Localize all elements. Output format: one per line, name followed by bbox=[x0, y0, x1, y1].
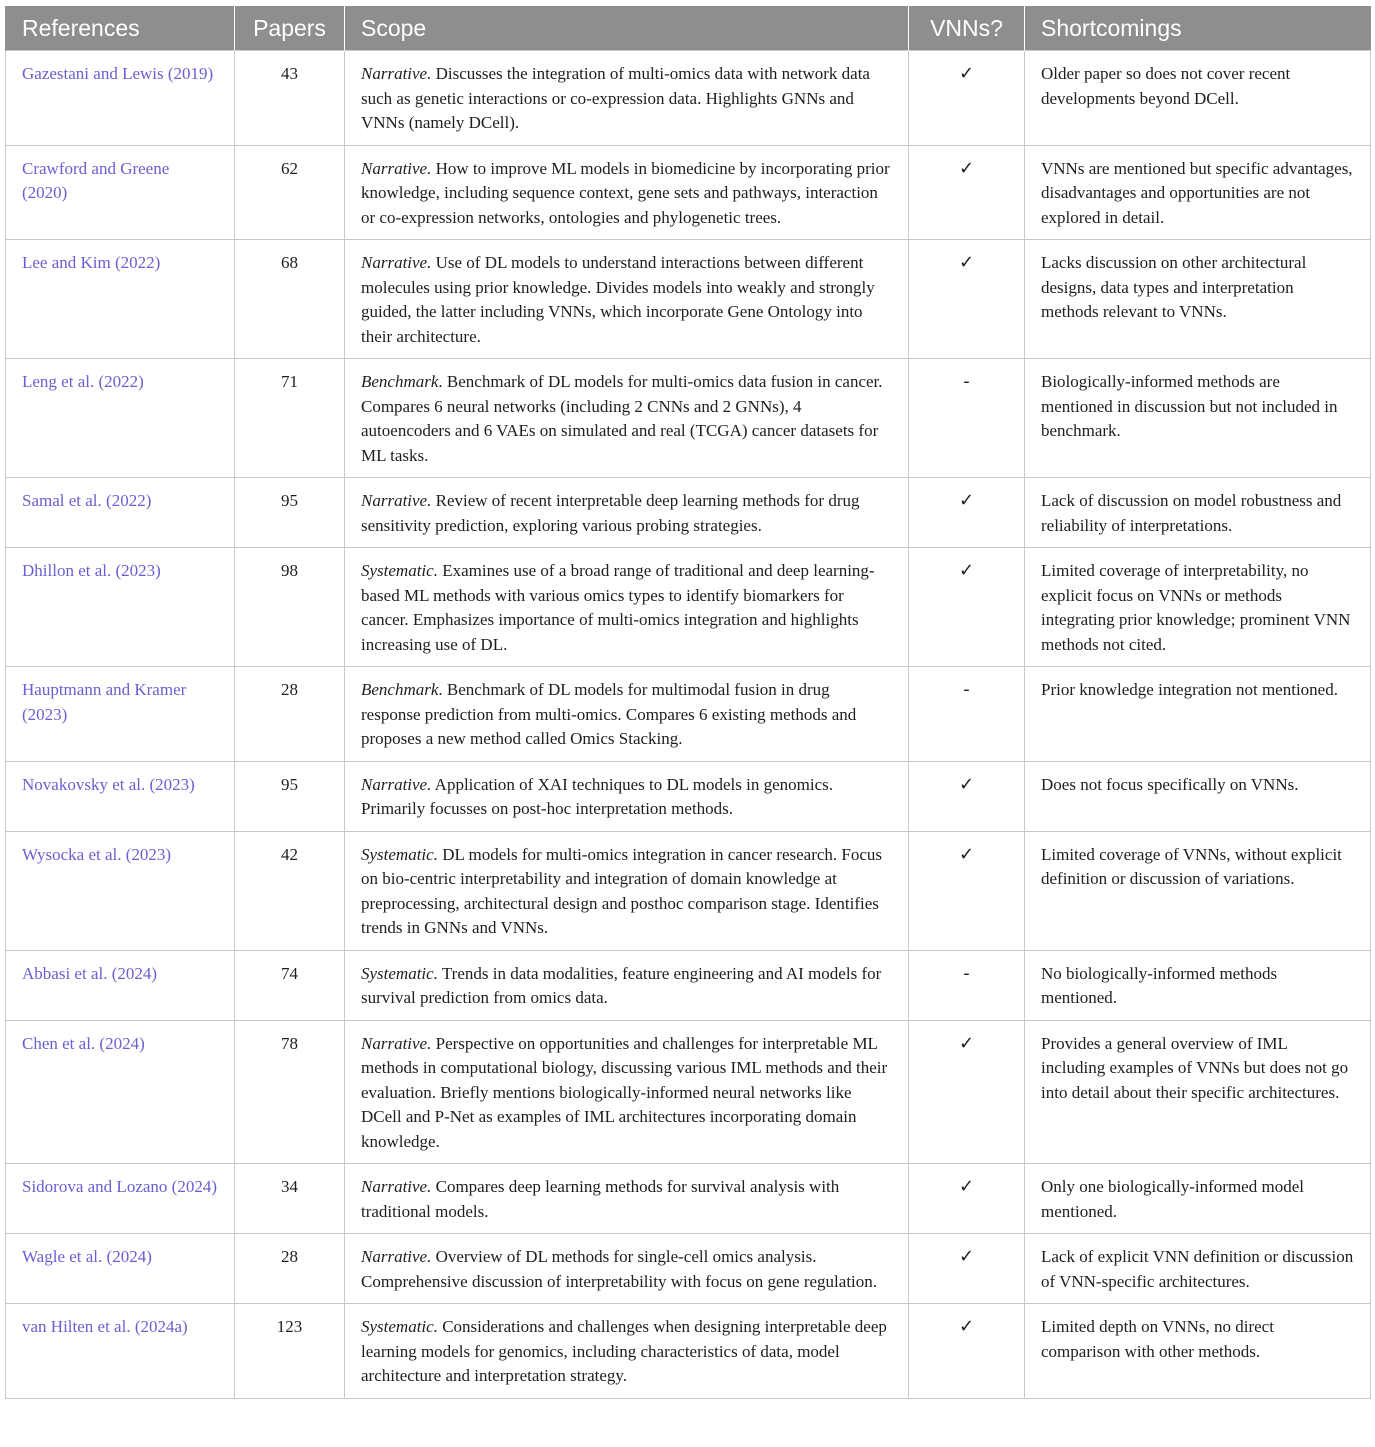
vnns-check-icon: ✓ bbox=[909, 478, 1025, 548]
table-row bbox=[6, 240, 1371, 359]
scope-cell bbox=[345, 831, 909, 950]
vnns-check-icon: ✓ bbox=[909, 1020, 1025, 1164]
vnns-check-icon: ✓ bbox=[909, 1304, 1025, 1399]
scope-text: Perspective on opportunities and challenges for interpretable ML methods in computational biology, discussing various IML methods and their evaluation. Briefly mentions biologically-informed neural networks like DCell and P-Net as examples of IML architectures incorporating domain knowledge. bbox=[361, 1033, 888, 1151]
scope-cell bbox=[345, 950, 909, 1020]
vnns-check-icon: ✓ bbox=[909, 1234, 1025, 1304]
reference-link[interactable]: Lee and Kim (2022) bbox=[6, 240, 235, 359]
reference-link[interactable]: Wysocka et al. (2023) bbox=[6, 831, 235, 950]
scope-cell bbox=[345, 761, 909, 831]
papers-count: 62 bbox=[235, 145, 345, 240]
shortcomings-cell: Prior knowledge integration not mentioned. bbox=[1025, 667, 1371, 762]
reference-link[interactable]: Samal et al. (2022) bbox=[6, 478, 235, 548]
table-row bbox=[6, 1234, 1371, 1304]
reference-link[interactable]: Hauptmann and Kramer (2023) bbox=[6, 667, 235, 762]
scope-type: Systematic. bbox=[361, 561, 438, 580]
papers-count: 123 bbox=[235, 1304, 345, 1399]
papers-count: 28 bbox=[235, 1234, 345, 1304]
table-row bbox=[6, 950, 1371, 1020]
vnns-check-icon: ✓ bbox=[909, 240, 1025, 359]
table-row bbox=[6, 51, 1371, 146]
table-row bbox=[6, 831, 1371, 950]
papers-count: 95 bbox=[235, 761, 345, 831]
scope-text: Application of XAI techniques to DL models in genomics. Primarily focusses on post-hoc interpretation methods. bbox=[361, 774, 833, 818]
scope-type: Systematic. bbox=[361, 1317, 438, 1336]
papers-count: 68 bbox=[235, 240, 345, 359]
scope-cell bbox=[345, 1164, 909, 1234]
shortcomings-cell: Only one biologically-informed model mentioned. bbox=[1025, 1164, 1371, 1234]
vnns-check-icon: ✓ bbox=[909, 145, 1025, 240]
table-header bbox=[6, 6, 1371, 51]
papers-count: 98 bbox=[235, 548, 345, 667]
scope-type: Systematic. bbox=[361, 844, 438, 864]
shortcomings-cell: Biologically-informed methods are mentioned in discussion but not included in benchmark. bbox=[1025, 359, 1371, 478]
scope-text: Review of recent interpretable deep learning methods for drug sensitivity prediction, exploring various probing strategies. bbox=[361, 491, 860, 535]
shortcomings-cell: Lack of explicit VNN definition or discussion of VNN-specific architectures. bbox=[1025, 1234, 1371, 1304]
vnns-check-icon: ✓ bbox=[909, 1164, 1025, 1234]
shortcomings-cell: Limited coverage of interpretability, no explicit focus on VNNs or methods integrating prior knowledge; prominent VNN methods not cited. bbox=[1025, 548, 1371, 667]
scope-text: Compares deep learning methods for survival analysis with traditional models. bbox=[361, 1177, 840, 1221]
scope-type: Benchmark bbox=[361, 372, 439, 391]
scope-text: Overview of DL methods for single-cell omics analysis. Comprehensive discussion of interpretability with focus on gene regulation. bbox=[361, 1247, 878, 1291]
vnns-check-icon: ✓ bbox=[909, 51, 1025, 146]
scope-text: How to improve ML models in biomedicine by incorporating prior knowledge, including sequence context, gene sets and pathways, interaction or co-expression networks, ontologies and phylogenetic trees. bbox=[361, 158, 890, 227]
shortcomings-cell: Lacks discussion on other architectural designs, data types and interpretation methods relevant to VNNs. bbox=[1025, 240, 1371, 359]
shortcomings-cell: Does not focus specifically on VNNs. bbox=[1025, 761, 1371, 831]
scope-cell bbox=[345, 548, 909, 667]
reference-link[interactable]: Dhillon et al. (2023) bbox=[6, 548, 235, 667]
table-row bbox=[6, 1020, 1371, 1164]
review-comparison-table bbox=[5, 6, 1371, 1399]
table-row bbox=[6, 1164, 1371, 1234]
vnns-dash: - bbox=[909, 359, 1025, 478]
scope-type: Benchmark bbox=[361, 680, 439, 699]
scope-type: Narrative. bbox=[361, 491, 432, 510]
scope-type: Narrative. bbox=[361, 1247, 432, 1266]
shortcomings-cell: No biologically-informed methods mentioned. bbox=[1025, 950, 1371, 1020]
scope-text: DL models for multi-omics integration in cancer research. Focus on bio-centric interpretability and integration of domain knowledge at preprocessing, architectural design and posthoc comparison stage. Identifies trends in GNNs and VNNs. bbox=[361, 844, 883, 937]
reference-link[interactable]: Sidorova and Lozano (2024) bbox=[6, 1164, 235, 1234]
header-vnns: VNNs? bbox=[909, 6, 1025, 51]
header-row bbox=[6, 6, 1371, 51]
scope-text: . Benchmark of DL models for multi-omics data fusion in cancer. Compares 6 neural networks (including 2 CNNs and 2 GNNs), 4 autoencoders and 6 VAEs on simulated and real (TCGA) cancer datasets for ML tasks. bbox=[361, 372, 883, 465]
shortcomings-cell: Older paper so does not cover recent developments beyond DCell. bbox=[1025, 51, 1371, 146]
scope-type: Systematic. bbox=[361, 963, 438, 983]
vnns-check-icon: ✓ bbox=[909, 831, 1025, 950]
scope-type: Narrative. bbox=[361, 158, 432, 178]
papers-count: 78 bbox=[235, 1020, 345, 1164]
shortcomings-cell: Provides a general overview of IML including examples of VNNs but does not go into detail about their specific architectures. bbox=[1025, 1020, 1371, 1164]
table-row bbox=[6, 548, 1371, 667]
vnns-dash: - bbox=[909, 950, 1025, 1020]
scope-type: Narrative. bbox=[361, 64, 432, 83]
shortcomings-cell: Limited depth on VNNs, no direct comparison with other methods. bbox=[1025, 1304, 1371, 1399]
scope-cell bbox=[345, 359, 909, 478]
papers-count: 28 bbox=[235, 667, 345, 762]
table-row bbox=[6, 1304, 1371, 1399]
scope-cell bbox=[345, 667, 909, 762]
scope-cell bbox=[345, 478, 909, 548]
header-shortcomings: Shortcomings bbox=[1025, 6, 1371, 51]
scope-text: Examines use of a broad range of traditional and deep learning-based ML methods with various omics types to identify biomarkers for cancer. Emphasizes importance of multi-omics integration and highlights increasing use of DL. bbox=[361, 561, 875, 654]
papers-count: 42 bbox=[235, 831, 345, 950]
vnns-check-icon: ✓ bbox=[909, 548, 1025, 667]
reference-link[interactable]: Gazestani and Lewis (2019) bbox=[6, 51, 235, 146]
papers-count: 34 bbox=[235, 1164, 345, 1234]
scope-text: Trends in data modalities, feature engineering and AI models for survival prediction from omics data. bbox=[361, 963, 882, 1007]
reference-link[interactable]: Crawford and Greene (2020) bbox=[6, 145, 235, 240]
header-papers: Papers bbox=[235, 6, 345, 51]
scope-cell bbox=[345, 1234, 909, 1304]
table-row bbox=[6, 145, 1371, 240]
table-row bbox=[6, 761, 1371, 831]
table-row bbox=[6, 667, 1371, 762]
scope-text: Considerations and challenges when designing interpretable deep learning models for genomics, including characteristics of data, model architecture and interpretation strategy. bbox=[361, 1317, 887, 1385]
papers-count: 74 bbox=[235, 950, 345, 1020]
reference-link[interactable]: Chen et al. (2024) bbox=[6, 1020, 235, 1164]
scope-type: Narrative. bbox=[361, 253, 432, 272]
scope-cell bbox=[345, 51, 909, 146]
papers-count: 71 bbox=[235, 359, 345, 478]
scope-text: . Benchmark of DL models for multimodal fusion in drug response prediction from multi-omics. Compares 6 existing methods and proposes a new method called Omics Stacking. bbox=[361, 680, 857, 748]
reference-link[interactable]: Abbasi et al. (2024) bbox=[6, 950, 235, 1020]
reference-link[interactable]: Novakovsky et al. (2023) bbox=[6, 761, 235, 831]
scope-text: Discusses the integration of multi-omics data with network data such as genetic interactions or co-expression data. Highlights GNNs and VNNs (namely DCell). bbox=[361, 64, 870, 132]
reference-link[interactable]: Leng et al. (2022) bbox=[6, 359, 235, 478]
papers-count: 95 bbox=[235, 478, 345, 548]
table-row bbox=[6, 359, 1371, 478]
scope-type: Narrative. bbox=[361, 774, 432, 794]
vnns-check-icon: ✓ bbox=[909, 761, 1025, 831]
scope-cell bbox=[345, 1020, 909, 1164]
reference-link[interactable]: Wagle et al. (2024) bbox=[6, 1234, 235, 1304]
scope-type: Narrative. bbox=[361, 1177, 432, 1196]
reference-link[interactable]: van Hilten et al. (2024a) bbox=[6, 1304, 235, 1399]
scope-cell bbox=[345, 145, 909, 240]
table-body bbox=[6, 51, 1371, 1399]
scope-cell bbox=[345, 1304, 909, 1399]
header-scope: Scope bbox=[345, 6, 909, 51]
scope-cell bbox=[345, 240, 909, 359]
table-row bbox=[6, 478, 1371, 548]
shortcomings-cell: VNNs are mentioned but specific advantages, disadvantages and opportunities are not explored in detail. bbox=[1025, 145, 1371, 240]
scope-type: Narrative. bbox=[361, 1033, 432, 1053]
header-references: References bbox=[6, 6, 235, 51]
vnns-dash: - bbox=[909, 667, 1025, 762]
shortcomings-cell: Lack of discussion on model robustness and reliability of interpretations. bbox=[1025, 478, 1371, 548]
scope-text: Use of DL models to understand interactions between different molecules using prior knowledge. Divides models into weakly and strongly guided, the latter including VNNs, which incorporate Gene Ontology into their architecture. bbox=[361, 253, 875, 346]
shortcomings-cell: Limited coverage of VNNs, without explicit definition or discussion of variations. bbox=[1025, 831, 1371, 950]
papers-count: 43 bbox=[235, 51, 345, 146]
